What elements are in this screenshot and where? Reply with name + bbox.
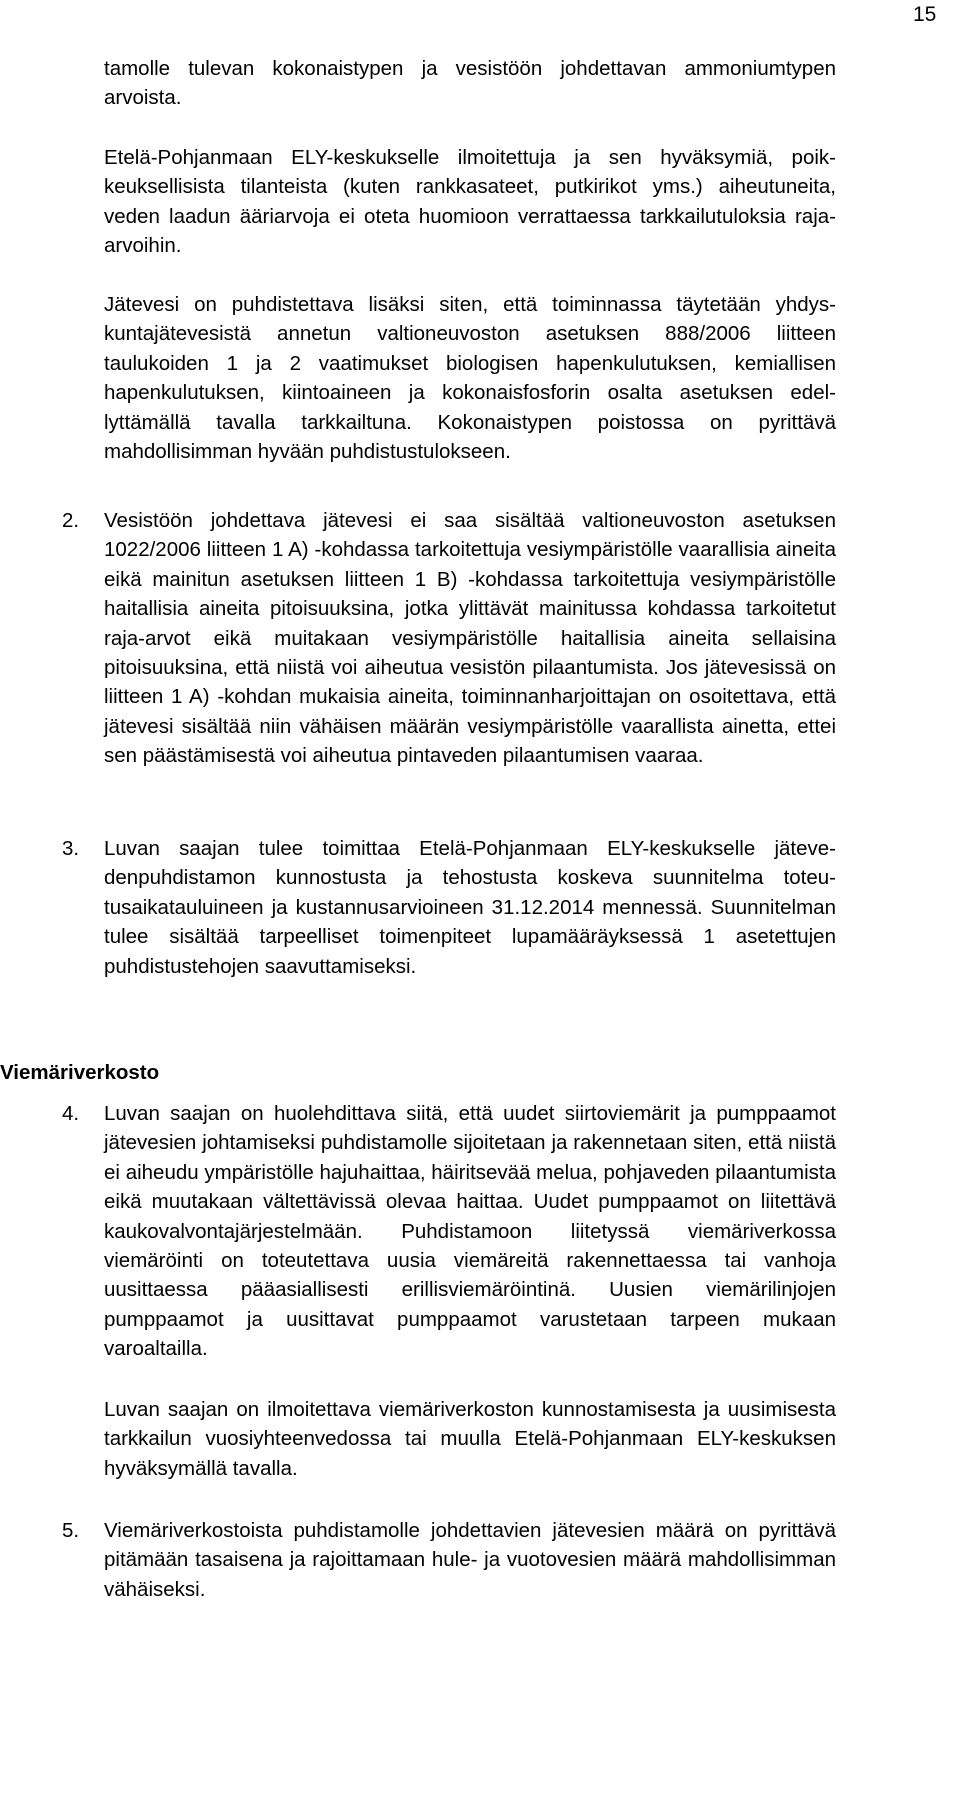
list-number: 4.	[62, 1102, 80, 1125]
list-item-5	[62, 1516, 836, 1604]
list-number: 5.	[62, 1519, 80, 1542]
list-item-text: Luvan saajan tulee toimittaa Etelä-Pohjanmaan ELY-keskukselle jätevedenpuhdistamon kunnostusta ja tehostusta koskeva suunnitelma toteutusaikatauluineen ja kustannusarvioineen 31.12.2014 mennessä. Suunnitelman tulee sisältää tarpeelliset toimenpiteet lupamääräyksessä 1 asetettujen puhdistustehojen saavuttamiseksi.	[104, 837, 836, 978]
list-item-text: Viemäriverkostoista puhdistamolle johdettavien jätevesien määrä on pyrittävä pitämään tasaisena ja rajoittamaan hule- ja vuotovesien määrä mahdollisimman vähäiseksi.	[104, 1519, 836, 1601]
list-item-3	[62, 834, 836, 981]
section-heading-sewer-network: Viemäriverkosto	[0, 1061, 160, 1084]
list-number: 2.	[62, 509, 80, 532]
paragraph-treatment-requirements: Jätevesi on puhdistettava lisäksi siten, että toiminnassa täytetään yhdyskuntajätevesistä annetun valtioneuvoston asetuksen 888/2006 liitteen taulukoiden 1 ja 2 vaatimukset biologisen hapenkulutuksen, kemiallisen hapenkulutuksen, kiintoaineen ja kokonaisfosforin osalta asetuksen edellyttämällä tavalla tarkkailtuna. Kokonaistypen poistossa on pyrittävä mahdollisimman hyvään puhdistustulokseen.	[104, 293, 836, 464]
page-number: 15	[913, 3, 937, 26]
list-item-2	[62, 506, 836, 771]
paragraph-network-reporting: Luvan saajan on ilmoitettava viemäriverkoston kunnostamisesta ja uusimisesta tarkkailun vuosiyhteenvedossa tai muulla Etelä-Pohjanmaan ELY-keskuksen hyväksymällä tavalla.	[104, 1398, 836, 1480]
paragraph-ammonium: tamolle tulevan kokonaistypen ja vesistöön johdettavan ammoniumtypen arvoista.	[104, 57, 836, 110]
paragraph-exceptional-situations: Etelä-Pohjanmaan ELY-keskukselle ilmoitettuja ja sen hyväksymiä, poikkeuksellisista tilanteista (kuten rankkasateet, putkirikot yms.) aiheutuneita, veden laadun ääriarvoja ei oteta huomioon verrattaessa tarkkailutuloksia raja-arvoihin.	[104, 146, 836, 258]
list-item-4	[62, 1099, 836, 1364]
list-number: 3.	[62, 837, 80, 860]
list-item-text: Vesistöön johdettava jätevesi ei saa sisältää valtioneuvoston asetuksen 1022/2006 liitteen 1 A) -kohdassa tarkoitettuja vesiympäristölle vaarallisia aineita eikä mainitun asetuksen liitteen 1 B) -kohdassa tarkoitettuja vesiympäristölle haitallisia aineita pitoisuuksina, jotka ylittävät mainitussa kohdassa tarkoitetut raja-arvot eikä muitakaan vesiympäristölle haitallisia aineita sellaisina pitoisuuksina, että niistä voi aiheutua vesistön pilaantumista. Jos jätevesissä on liitteen 1 A) -kohdan mukaisia aineita, toiminnanharjoittajan on osoitettava, että jätevesi sisältää niin vähäisen määrän vesiympäristölle vaarallista ainetta, ettei sen päästämisestä voi aiheutua pintaveden pilaantumisen vaaraa.	[104, 509, 836, 768]
list-item-text: Luvan saajan on huolehdittava siitä, että uudet siirtoviemärit ja pumppaamot jätevesien johtamiseksi puhdistamolle sijoitetaan ja rakennetaan siten, että niistä ei aiheudu ympäristölle hajuhaittaa, häiritsevää melua, pohjaveden pilaantumista eikä muutakaan vältettävissä olevaa haittaa. Uudet pumppaamot on liitettävä kaukovalvontajärjestelmään. Puhdistamoon liitetyssä viemäriverkossa viemäröinti on toteutettava uusia viemäreitä rakennettaessa tai vanhoja uusittaessa pääasiallisesti erillisviemäröintinä. Uusien viemärilinjojen pumppaamot ja uusittavat pumppaamot varustetaan tarpeen mukaan varoaltailla.	[104, 1102, 836, 1361]
